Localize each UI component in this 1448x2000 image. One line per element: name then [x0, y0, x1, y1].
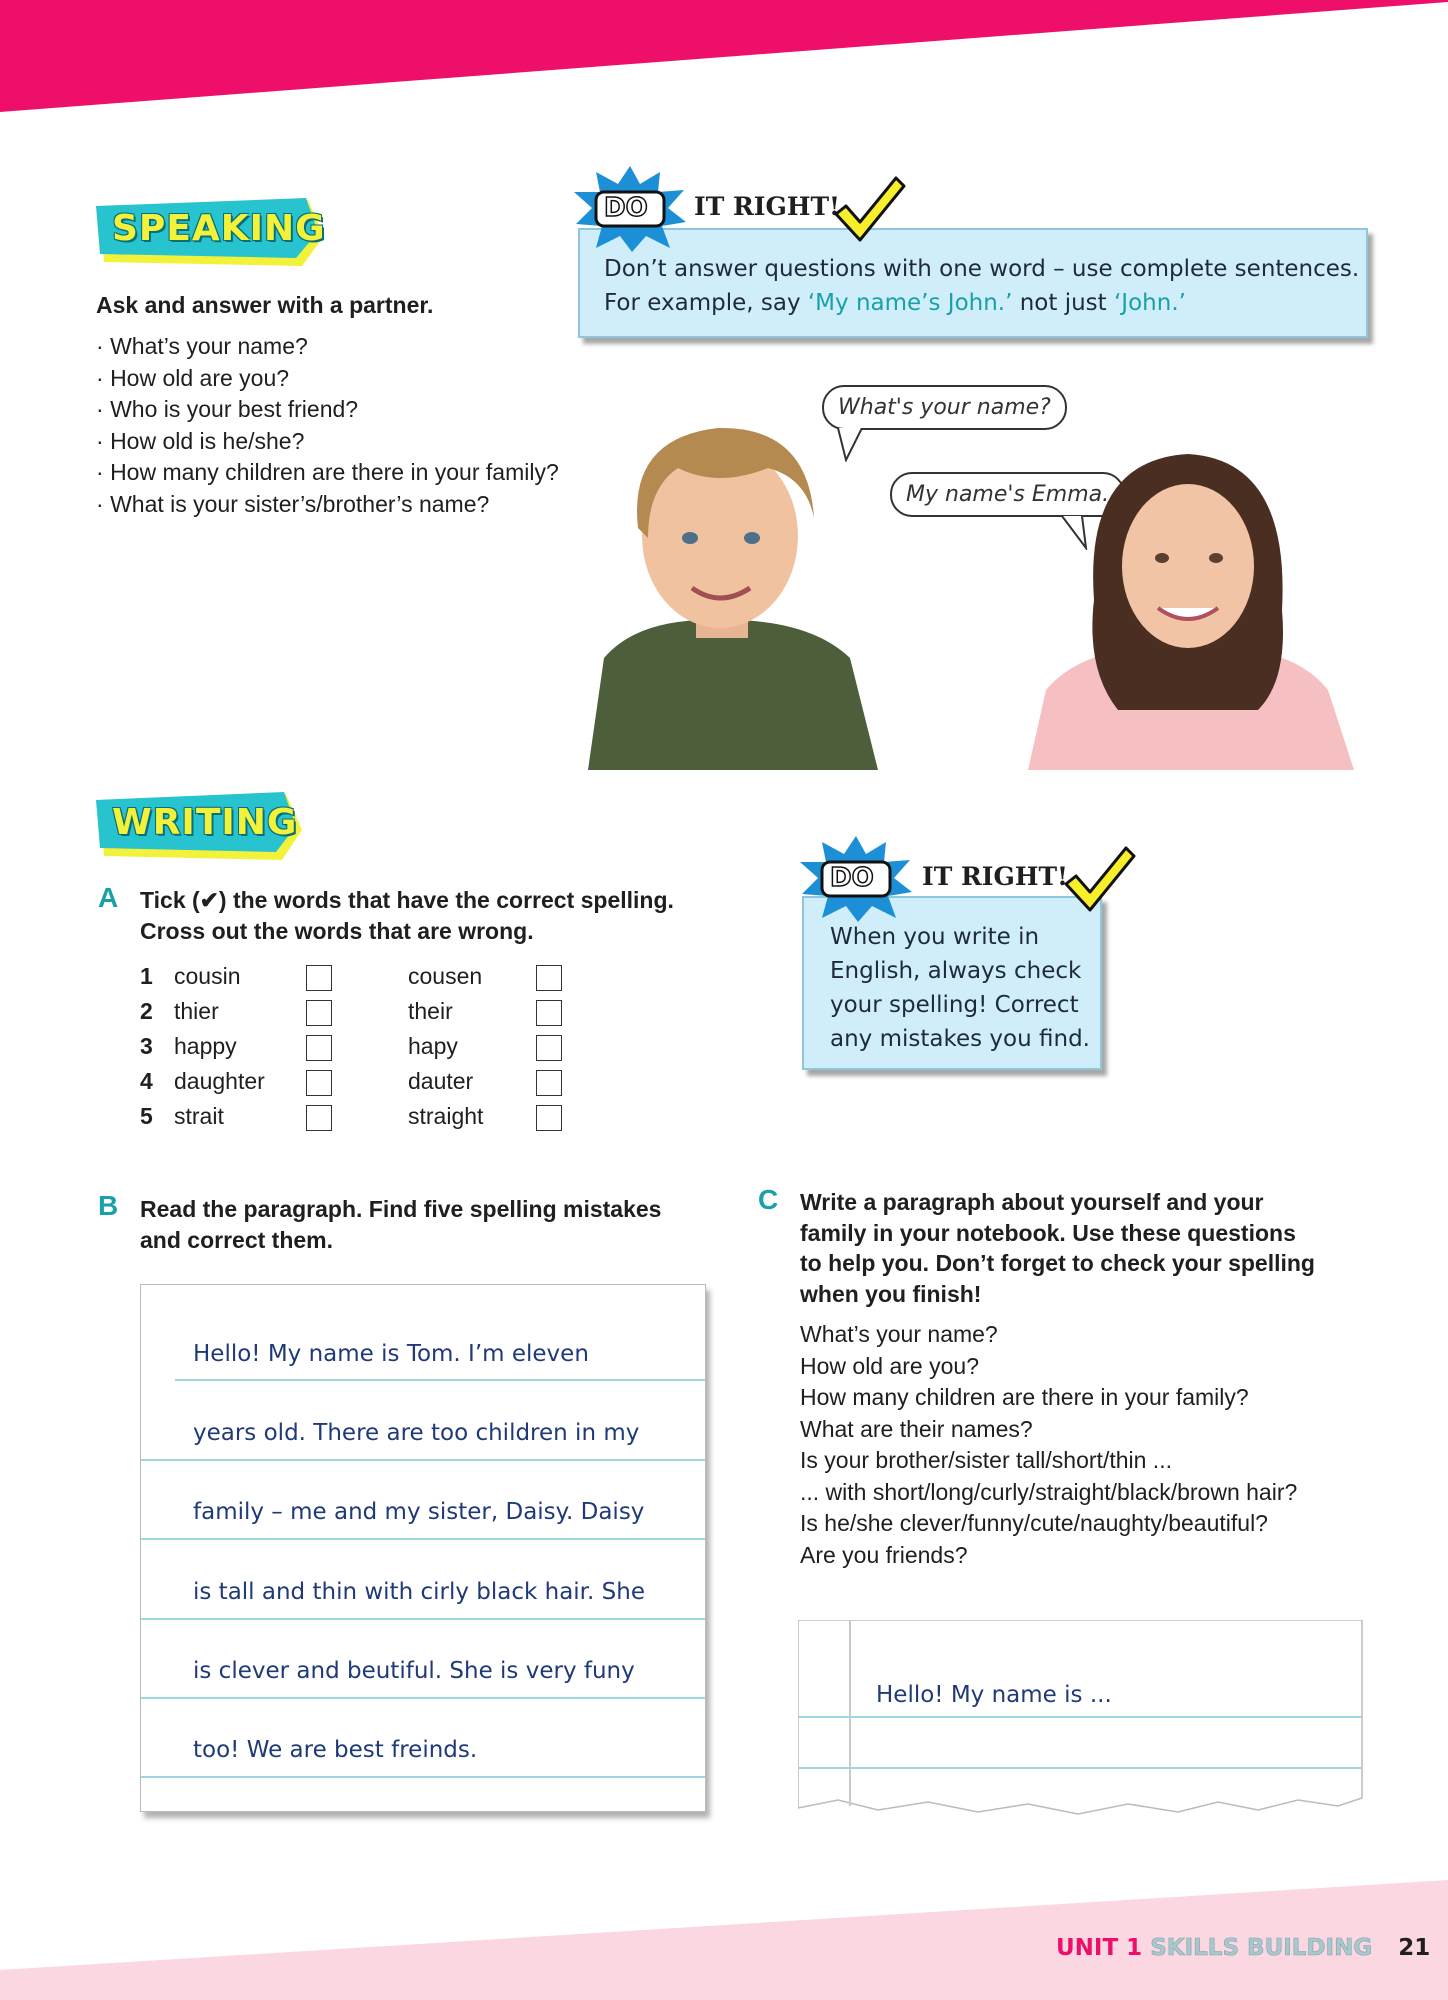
spelling-word-table	[140, 963, 590, 1138]
tip-example-quote: ‘My name’s John.’	[807, 290, 1013, 316]
task-c-question-list	[800, 1319, 1297, 1571]
paragraph-notepaper	[140, 1284, 706, 1812]
sample-notepaper	[798, 1620, 1364, 1820]
tick-checkbox[interactable]	[306, 965, 332, 991]
girl-photo	[1028, 440, 1354, 770]
table-row: 5 strait straight	[140, 1103, 590, 1138]
table-row: 1 cousin cousen	[140, 963, 590, 998]
paragraph-line: is clever and beutiful. She is very funy	[193, 1658, 635, 1684]
do-starburst	[800, 836, 912, 922]
speaking-banner	[96, 196, 328, 270]
paragraph-line: too! We are best freinds.	[193, 1737, 478, 1763]
task-letter-c: C	[758, 1184, 779, 1215]
page-footer	[1056, 1935, 1430, 1961]
paragraph-line: is tall and thin with cirly black hair. She	[193, 1579, 645, 1605]
tick-checkbox[interactable]	[536, 1105, 562, 1131]
do-starburst	[574, 166, 686, 252]
task-letter-a: A	[98, 882, 119, 913]
speaking-instruction: Ask and answer with a partner.	[96, 292, 434, 318]
list-item: How many children are there in your family?	[800, 1384, 1249, 1410]
tick-checkbox[interactable]	[306, 1035, 332, 1061]
list-item: · How old is he/she?	[96, 426, 559, 458]
list-item: What are their names?	[800, 1415, 1033, 1442]
writing-banner	[96, 790, 306, 864]
list-item: · What’s your name?	[96, 331, 559, 363]
paragraph-line: family – me and my sister, Daisy. Daisy	[193, 1499, 645, 1525]
list-item: How old are you?	[800, 1352, 979, 1379]
table-row: 4 daughter dauter	[140, 1068, 590, 1103]
tick-checkbox[interactable]	[536, 1000, 562, 1026]
boy-photo	[568, 408, 888, 770]
list-item: · How old are you?	[96, 363, 559, 395]
list-item: Is he/she clever/funny/cute/naughty/beautiful?	[800, 1510, 1268, 1536]
list-item: · What is your sister’s/brother’s name?	[96, 489, 559, 521]
tip-line-1: Don’t answer questions with one word – use complete sentences.	[604, 256, 1360, 282]
unit-label: UNIT 1	[1056, 1935, 1143, 1961]
check-mark-icon	[832, 174, 906, 244]
tick-checkbox[interactable]	[306, 1105, 332, 1131]
list-item: · Who is your best friend?	[96, 394, 559, 426]
tip-title: IT RIGHT!	[694, 192, 841, 221]
tick-checkbox[interactable]	[306, 1000, 332, 1026]
do-it-right-tip-writing: When you write in English, always check your spelling! Correct any mistakes you find.	[802, 896, 1102, 1070]
tip-title: IT RIGHT!	[922, 862, 1069, 891]
check-mark-icon	[1062, 844, 1136, 914]
section-label: SKILLS BUILDING	[1150, 1935, 1373, 1961]
tick-checkbox[interactable]	[536, 1035, 562, 1061]
list-item: What’s your name?	[800, 1321, 998, 1347]
task-c-instruction: Write a paragraph about yourself and your family in your notebook. Use these questions to help you. Don’t forget to check your spelling when you finish!	[800, 1189, 1315, 1307]
top-pink-band	[0, 0, 1448, 120]
tick-checkbox[interactable]	[536, 1070, 562, 1096]
list-item: Is your brother/sister tall/short/thin ...	[800, 1447, 1172, 1473]
page-number: 21	[1398, 1935, 1431, 1961]
paragraph-line: years old. There are too children in my	[193, 1420, 640, 1446]
table-row: 2 thier their	[140, 998, 590, 1033]
list-item: · How many children are there in your family?	[96, 457, 559, 489]
task-b-instruction: Read the paragraph. Find five spelling mistakes and correct them.	[140, 1196, 662, 1253]
tip-line-2: For example, say ‘My name’s John.’ not just ‘John.’	[604, 290, 1186, 316]
list-item: Are you friends?	[800, 1541, 968, 1568]
writing-banner-label: WRITING	[112, 802, 298, 843]
speech-bubble-boy: What's your name?	[822, 385, 1067, 430]
task-a-instruction: Tick (✔) the words that have the correct spelling. Cross out the words that are wrong.	[140, 887, 674, 944]
list-item: ... with short/long/curly/straight/black/brown hair?	[800, 1478, 1298, 1505]
speaking-question-list	[96, 331, 559, 520]
do-label: DO	[604, 193, 648, 223]
tick-checkbox[interactable]	[306, 1070, 332, 1096]
table-row: 3 happy hapy	[140, 1033, 590, 1068]
tip-example-quote: ‘John.’	[1114, 290, 1186, 316]
tick-checkbox[interactable]	[536, 965, 562, 991]
do-it-right-tip-speaking	[578, 228, 1368, 338]
speech-bubble-girl: My name's Emma.	[890, 472, 1125, 517]
sample-answer-line: Hello! My name is ...	[876, 1682, 1112, 1708]
do-label: DO	[830, 863, 874, 893]
paragraph-line: Hello! My name is Tom. I’m eleven	[193, 1341, 589, 1367]
task-letter-b: B	[98, 1190, 119, 1221]
speaking-banner-label: SPEAKING	[112, 208, 326, 249]
